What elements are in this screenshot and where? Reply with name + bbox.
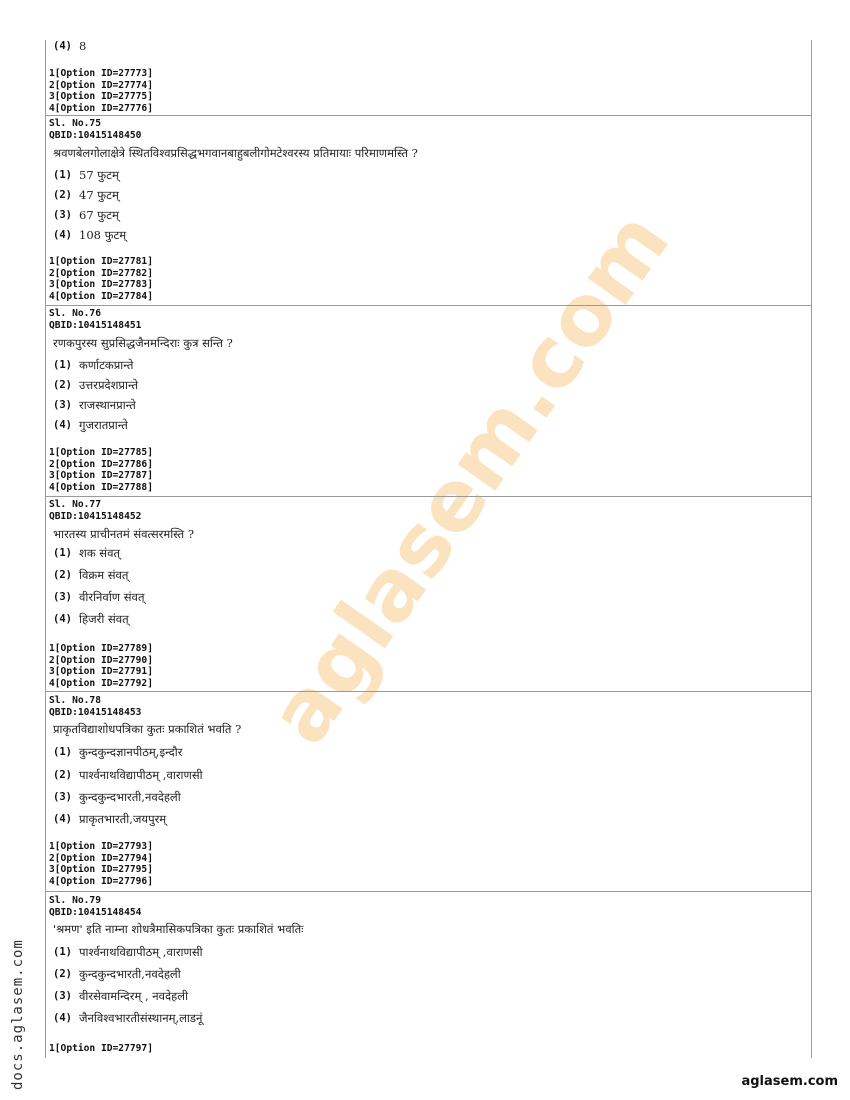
option-text: 67 फुटम्: [79, 207, 119, 222]
option-id: 1[Option ID=27789]: [49, 643, 153, 654]
option-row: [53, 609, 129, 629]
option-number: (3): [53, 791, 72, 803]
question-text: 'श्रमण' इति नाम्ना शोधत्रैमासिकपत्रिका कुतः प्रकाशितं भवतिः: [53, 922, 304, 936]
option-row: [53, 165, 119, 185]
option-row: [53, 395, 136, 415]
option-id: 2[Option ID=27794]: [49, 852, 153, 864]
question-divider: [45, 496, 811, 497]
brand-footer: aglasem.com: [741, 1074, 838, 1089]
option-text: कुन्दकुन्दज्ञानपीठम्,इन्दौर: [79, 744, 183, 759]
option-id: 2[Option ID=27786]: [49, 458, 153, 470]
option-row: [53, 765, 203, 785]
option-text: शक संवत्: [79, 545, 121, 560]
question-header: [45, 895, 141, 918]
option-text: उत्तरप्रदेशप्रान्ते: [79, 377, 139, 392]
option-id: 1[Option ID=27781]: [49, 256, 153, 267]
option-number: (1): [53, 946, 72, 958]
option-number: (4): [53, 1012, 72, 1024]
question-divider: [45, 691, 811, 692]
option-id: 4[Option ID=27788]: [49, 481, 153, 493]
option-row: [53, 964, 181, 984]
serial-number: Sl. No.76: [49, 308, 101, 319]
option-row: [53, 185, 119, 205]
option-number: (2): [53, 769, 72, 781]
serial-number: Sl. No.78: [49, 695, 101, 706]
option-id: 3[Option ID=27791]: [49, 666, 153, 678]
option-id: 3[Option ID=27775]: [49, 91, 153, 103]
qbid: QBID:10415148451: [49, 319, 142, 331]
option-id-list: [45, 256, 153, 302]
qbid: QBID:10415148453: [49, 706, 142, 718]
option-text: 47 फुटम्: [79, 187, 119, 202]
qbid: QBID:10415148452: [49, 510, 142, 522]
option-number: (4): [53, 40, 72, 52]
watermark-container: [250, 194, 850, 803]
option-id-list: [45, 643, 153, 689]
option-row: [53, 787, 181, 807]
option-row: [53, 415, 128, 435]
side-url: docs.aglasem.com: [10, 939, 26, 1090]
question-text: भारतस्य प्राचीनतमं संवत्सरमस्ति ?: [53, 527, 195, 541]
qbid: QBID:10415148454: [49, 906, 142, 918]
option-id-list: [45, 1043, 153, 1055]
option-row: [53, 742, 182, 762]
option-row: [53, 205, 119, 225]
option-number: (3): [53, 591, 72, 603]
option-row: [53, 225, 126, 245]
option-row: [53, 1008, 202, 1028]
option-row: [53, 355, 133, 375]
option-id-list: [45, 841, 153, 887]
option-text: वीरनिर्वाण संवत्: [79, 589, 145, 604]
option-text: कुन्दकुन्दभारती,नवदेहली: [79, 789, 181, 804]
option-row: [53, 375, 138, 395]
option-number: (4): [53, 419, 72, 431]
option-number: (3): [53, 399, 72, 411]
option-text: कुन्दकुन्दभारती,नवदेहली: [79, 966, 181, 981]
option-number: (1): [53, 547, 72, 559]
option-id: 1[Option ID=27797]: [49, 1043, 153, 1054]
option-number: (2): [53, 189, 72, 201]
option-id-list: [45, 68, 153, 114]
option-row: [53, 36, 86, 56]
option-number: (4): [53, 229, 72, 241]
option-number: (3): [53, 990, 72, 1002]
question-header: [45, 308, 141, 331]
question-header: [45, 118, 141, 141]
option-text: गुजरातप्रान्ते: [79, 417, 128, 432]
option-text: कर्णाटकप्रान्ते: [79, 357, 134, 372]
option-id: 1[Option ID=27793]: [49, 841, 153, 852]
question-header: [45, 499, 141, 522]
option-text: प्राकृतभारती,जयपुरम्: [79, 811, 167, 826]
option-number: (1): [53, 169, 72, 181]
question-divider: [45, 891, 811, 892]
option-id: 4[Option ID=27792]: [49, 677, 153, 689]
question-text: प्राकृतविद्याशोधपत्रिका कुतः प्रकाशितं भवति ?: [53, 722, 242, 736]
option-id: 1[Option ID=27773]: [49, 68, 153, 79]
option-number: (1): [53, 746, 72, 758]
option-row: [53, 986, 188, 1006]
question-header: [45, 695, 141, 718]
question-text: श्रवणबेलगोलाक्षेत्रे स्थितविश्वप्रसिद्धभगवानबाहुबलीगोमटेश्वरस्य प्रतिमायाः परिमाणमस्ति ?: [53, 146, 418, 160]
option-number: (2): [53, 968, 72, 980]
serial-number: Sl. No.75: [49, 118, 101, 129]
option-id: 3[Option ID=27783]: [49, 279, 153, 291]
option-row: [53, 587, 145, 607]
option-text: वीरसेवामन्दिरम् , नवदेहली: [79, 988, 189, 1003]
option-number: (2): [53, 379, 72, 391]
option-number: (4): [53, 613, 72, 625]
option-number: (4): [53, 813, 72, 825]
watermark-text: aglasem.com: [250, 194, 689, 762]
option-id: 4[Option ID=27776]: [49, 102, 153, 114]
option-id: 4[Option ID=27784]: [49, 290, 153, 302]
option-id: 1[Option ID=27785]: [49, 447, 153, 458]
option-id: 3[Option ID=27795]: [49, 864, 153, 876]
option-text: 57 फुटम्: [79, 167, 119, 182]
option-text: जैनविश्वभारतीसंस्थानम्,लाडनूं: [79, 1010, 203, 1025]
option-row: [53, 809, 166, 829]
option-number: (3): [53, 209, 72, 221]
option-id-list: [45, 447, 153, 493]
option-id: 2[Option ID=27790]: [49, 654, 153, 666]
question-text: रणकपुरस्य सुप्रसिद्धजैनमन्दिराः कुत्र सन्ति ?: [53, 336, 233, 350]
option-text: पार्श्वनाथविद्यापीठम् ,वाराणसी: [79, 944, 203, 959]
question-divider: [45, 305, 811, 306]
option-text: हिजरी संवत्: [79, 611, 129, 626]
option-row: [53, 543, 120, 563]
option-row: [53, 942, 203, 962]
option-id: 2[Option ID=27774]: [49, 79, 153, 91]
option-number: (1): [53, 359, 72, 371]
option-text: 108 फुटम्: [79, 227, 127, 242]
option-id: 3[Option ID=27787]: [49, 470, 153, 482]
option-text: राजस्थानप्रान्ते: [79, 397, 136, 412]
serial-number: Sl. No.77: [49, 499, 101, 510]
question-divider: [45, 115, 811, 116]
serial-number: Sl. No.79: [49, 895, 101, 906]
qbid: QBID:10415148450: [49, 129, 142, 141]
option-row: [53, 565, 128, 585]
option-id: 4[Option ID=27796]: [49, 875, 153, 887]
option-number: (2): [53, 569, 72, 581]
option-text: विक्रम संवत्: [79, 567, 129, 582]
option-id: 2[Option ID=27782]: [49, 267, 153, 279]
option-text: पार्श्वनाथविद्यापीठम् ,वाराणसी: [79, 767, 203, 782]
option-text: 8: [79, 39, 87, 53]
